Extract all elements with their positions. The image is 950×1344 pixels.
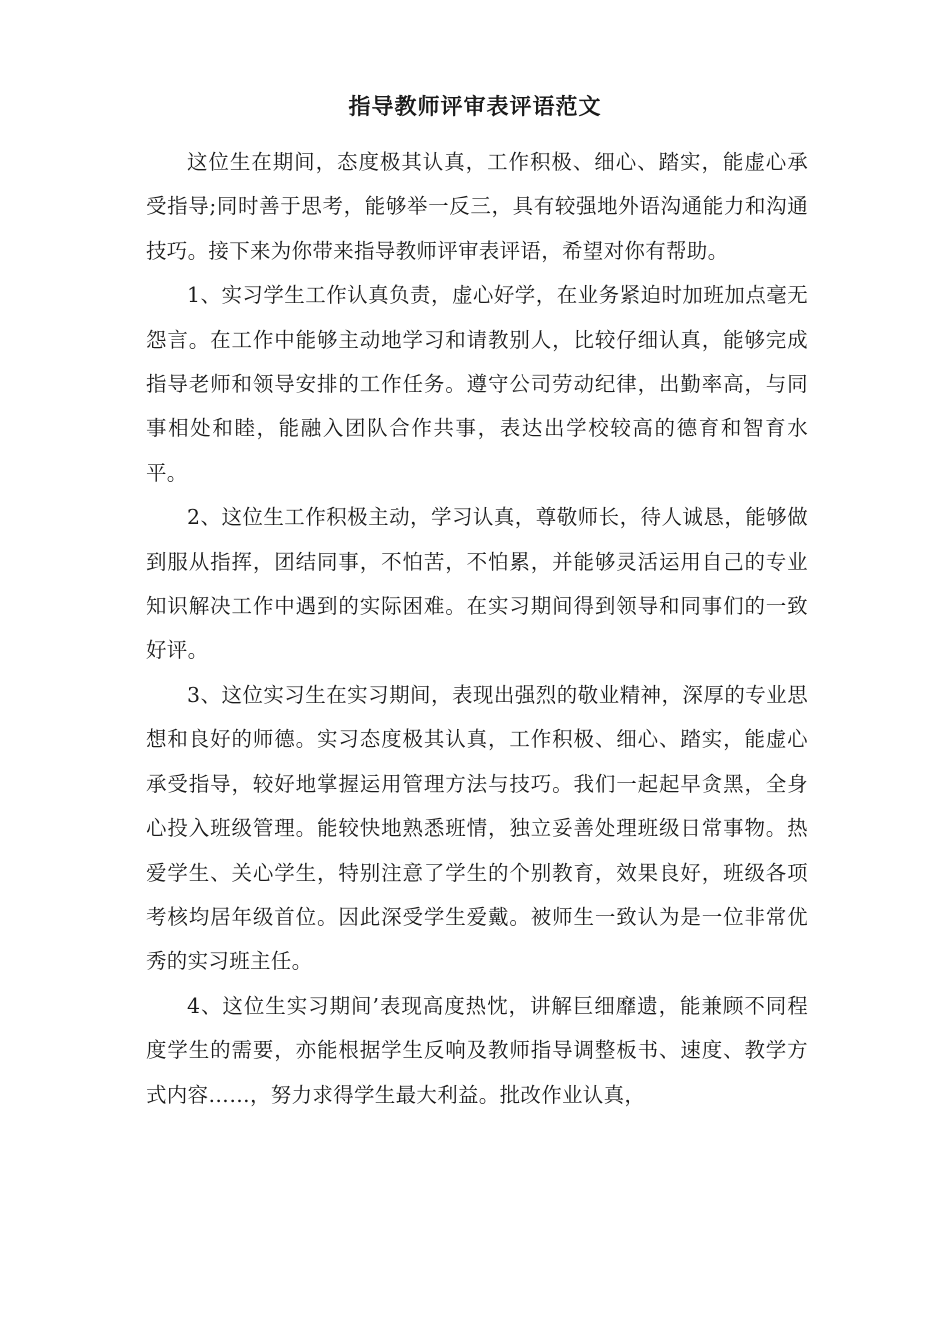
paragraph-comment-1: 1、实习学生工作认真负责，虚心好学，在业务紧迫时加班加点毫无怨言。在工作中能够主动地学习和请教别人，比较仔细认真，能够完成指导老师和领导安排的工作任务。遵守公司劳动纪律，出勤率高，与同事相处和睦，能融入团队合作共事，表达出学校较高的德育和智育水平。 [146,283,808,485]
paragraph-intro: 这位生在期间，态度极其认真，工作积极、细心、踏实，能虚心承受指导;同时善于思考，能够举一反三，具有较强地外语沟通能力和沟通技巧。接下来为你带来指导教师评审表评语，希望对你有帮助。 [146,150,808,263]
paragraph-comment-2: 2、这位生工作积极主动，学习认真，尊敬师长，待人诚恳，能够做到服从指挥，团结同事，不怕苦，不怕累，并能够灵活运用自己的专业知识解决工作中遇到的实际困难。在实习期间得到领导和同事们的一致好评。 [146,505,808,663]
document-title: 指导教师评审表评语范文 [348,95,602,120]
paragraph-comment-3: 3、这位实习生在实习期间，表现出强烈的敬业精神，深厚的专业思想和良好的师德。实习态度极其认真，工作积极、细心、踏实，能虚心承受指导，较好地掌握运用管理方法与技巧。我们一起起早贪黑，全身心投入班级管理。能较快地熟悉班情，独立妥善处理班级日常事物。热爱学生、关心学生，特别注意了学生的个别教育，效果良好，班级各项考核均居年级首位。因此深受学生爱戴。被师生一致认为是一位非常优秀的实习班主任。 [146,682,808,974]
paragraph-comment-4: 4、这位生实习期间’表现高度热忱，讲解巨细靡遗，能兼顾不同程度学生的需要，亦能根据学生反响及教师指导调整板书、速度、教学方式内容……，努力求得学生最大利益。批改作业认真， [146,993,808,1107]
document-body [146,140,808,1117]
